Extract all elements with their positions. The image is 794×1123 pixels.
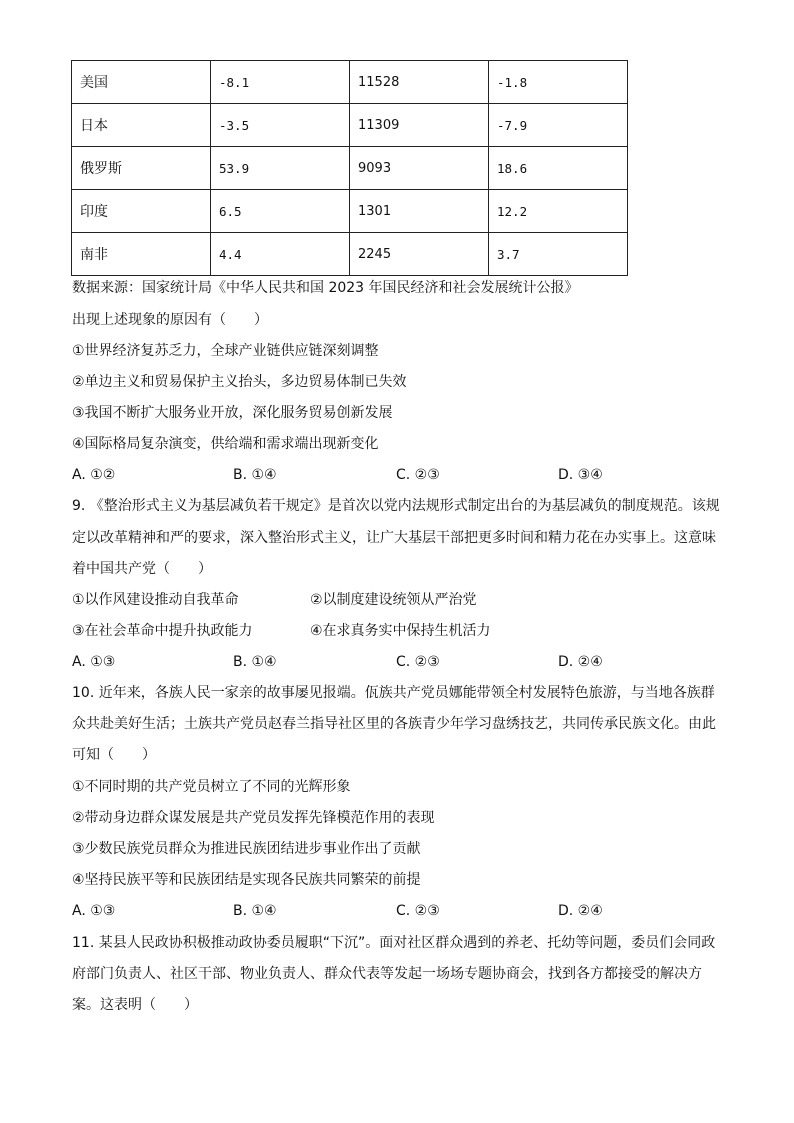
- statement-item: ④坚持民族平等和民族团结是实现各民族共同繁荣的前提: [72, 872, 421, 888]
- table-cell: 2245: [350, 233, 489, 276]
- statement-item: ①不同时期的共产党员树立了不同的光辉形象: [72, 779, 351, 795]
- table-cell-country: 日本: [72, 104, 211, 147]
- answer-option-b[interactable]: B. ①④: [233, 654, 277, 670]
- table-cell: 11309: [350, 104, 489, 147]
- table-cell: 12.2: [489, 190, 628, 233]
- answer-option-a[interactable]: A. ①③: [72, 903, 116, 919]
- table-row: [72, 190, 628, 233]
- answer-option-c[interactable]: C. ②③: [396, 654, 440, 670]
- answer-option-d[interactable]: D. ②④: [558, 903, 603, 919]
- statement-item: ③在社会革命中提升执政能力: [72, 623, 253, 639]
- question-stem-line: 可知（ ）: [72, 747, 156, 763]
- answer-option-b[interactable]: B. ①④: [233, 467, 277, 483]
- question-stem-line: 10. 近年来，各族人民一家亲的故事屡见报端。佤族共产党员娜能带领全村发展特色旅游，与当地各族群: [72, 685, 715, 701]
- statement-item: ③少数民族党员群众为推进民族团结进步事业作出了贡献: [72, 841, 421, 857]
- answer-option-a[interactable]: A. ①③: [72, 654, 116, 670]
- table-row: [72, 233, 628, 276]
- table-cell: 1301: [350, 190, 489, 233]
- table-cell: 3.7: [489, 233, 628, 276]
- table-cell: 18.6: [489, 147, 628, 190]
- statement-item: ①世界经济复苏乏力，全球产业链供应链深刻调整: [72, 343, 379, 359]
- question-stem-line: 众共赴美好生活；土族共产党员赵春兰指导社区里的各族青少年学习盘绣技艺，共同传承民族文化。由此: [72, 716, 716, 732]
- answer-option-c[interactable]: C. ②③: [396, 903, 440, 919]
- table-cell: 4.4: [211, 233, 350, 276]
- question-stem-line: 定以改革精神和严的要求，深入整治形式主义，让广大基层干部把更多时间和精力花在办实事上。这意味: [72, 530, 716, 546]
- answer-option-b[interactable]: B. ①④: [233, 903, 277, 919]
- statement-item: ④国际格局复杂演变，供给端和需求端出现新变化: [72, 436, 379, 452]
- table-cell: -1.8: [489, 61, 628, 104]
- table-cell: 53.9: [211, 147, 350, 190]
- answer-option-c[interactable]: C. ②③: [396, 467, 440, 483]
- statement-item: ②以制度建设统领从严治党: [310, 592, 477, 608]
- table-cell: -3.5: [211, 104, 350, 147]
- statement-item: ④在求真务实中保持生机活力: [310, 623, 491, 639]
- question-stem: 出现上述现象的原因有（ ）: [72, 312, 268, 328]
- table-cell-country: 印度: [72, 190, 211, 233]
- table-cell: 6.5: [211, 190, 350, 233]
- table-cell-country: 美国: [72, 61, 211, 104]
- question-stem-line: 9. 《整治形式主义为基层减负若干规定》是首次以党内法规形式制定出台的为基层减负的制度规范。该规: [72, 498, 720, 514]
- statement-item: ①以作风建设推动自我革命: [72, 592, 239, 608]
- question-stem-line: 府部门负责人、社区干部、物业负责人、群众代表等发起一场场专题协商会，找到各方都接受的解决方: [72, 966, 702, 982]
- answer-option-a[interactable]: A. ①②: [72, 467, 116, 483]
- table-cell: 11528: [350, 61, 489, 104]
- table-cell: 9093: [350, 147, 489, 190]
- question-stem-line: 11. 某县人民政协积极推动政协委员履职“下沉”。面对社区群众遇到的养老、托幼等问题，委员们会同政: [72, 935, 716, 951]
- table-cell: -8.1: [211, 61, 350, 104]
- answer-option-d[interactable]: D. ③④: [558, 467, 603, 483]
- question-stem-line: 案。这表明（ ）: [72, 997, 198, 1013]
- statement-item: ②带动身边群众谋发展是共产党员发挥先锋模范作用的表现: [72, 810, 435, 826]
- statement-item: ②单边主义和贸易保护主义抬头，多边贸易体制已失效: [72, 374, 407, 390]
- table-cell-country: 俄罗斯: [72, 147, 211, 190]
- table-cell-country: 南非: [72, 233, 211, 276]
- table-row: [72, 147, 628, 190]
- table-cell: -7.9: [489, 104, 628, 147]
- question-stem-line: 着中国共产党（ ）: [72, 561, 212, 577]
- statement-item: ③我国不断扩大服务业开放，深化服务贸易创新发展: [72, 405, 393, 421]
- table-row: [72, 104, 628, 147]
- table-row: [72, 61, 628, 104]
- answer-option-d[interactable]: D. ②④: [558, 654, 603, 670]
- statistics-table: [71, 60, 628, 276]
- data-source-note: 数据来源：国家统计局《中华人民共和国 2023 年国民经济和社会发展统计公报》: [72, 280, 579, 296]
